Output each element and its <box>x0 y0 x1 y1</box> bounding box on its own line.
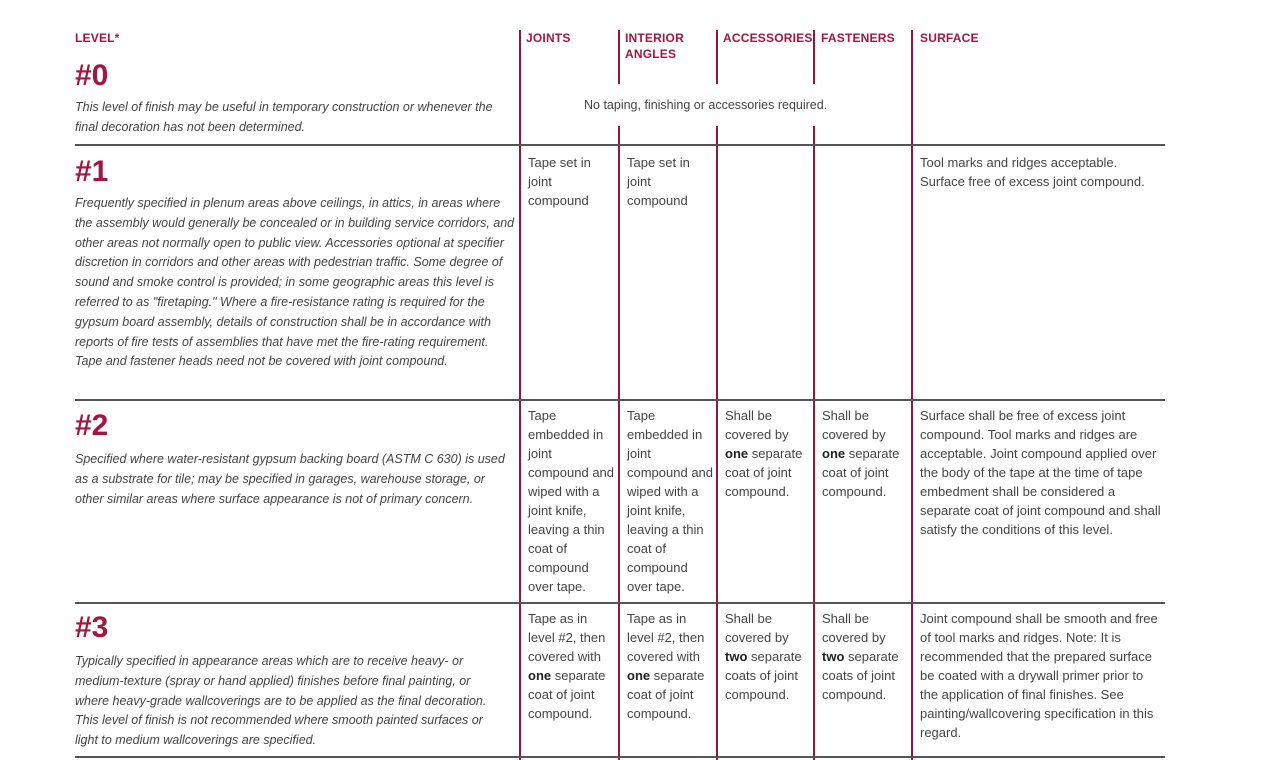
column-divider-accessories <box>716 30 718 760</box>
level-number: #1 <box>75 155 109 188</box>
interior-angles-cell <box>627 609 711 723</box>
interior-coat-count: one <box>627 668 651 683</box>
surface-cell: Surface shall be free of excess joint compound. Tool marks and ridges are acceptable. Joint compound applied over the body of the tape at the time of tape embedment shall be considered a separate coat of joint compound and shall satisfy the conditions of this level. <box>920 408 1161 537</box>
header-interior-angles-line2: ANGLES <box>625 47 677 61</box>
row-divider <box>75 144 1165 146</box>
accessories-coat-count: two <box>725 649 748 664</box>
accessories-cell <box>725 406 809 501</box>
header-fasteners: FASTENERS <box>821 31 895 45</box>
header-level: LEVEL* <box>75 31 120 45</box>
column-divider-joints <box>519 30 521 760</box>
accessories-text-pre: Shall be covered by <box>725 408 789 442</box>
joints-cell: Tape embedded in joint compound and wiped with a joint knife, leaving a thin coat of compound over tape. <box>528 408 615 594</box>
header-surface: SURFACE <box>920 31 979 45</box>
accessories-coat-count: one <box>725 446 749 461</box>
interior-text-pre: Tape as in level #2, then covered with <box>627 611 705 664</box>
joints-text-post: separate coat of joint compound. <box>528 668 606 721</box>
level-description: Frequently specified in plenum areas above ceilings, in attics, in areas where the assembly would generally be concealed or in building service corridors, and other areas not normally open to public view. Accessories optional at specifier discretion in corridors and other areas with pedestrian traffic. Some degree of sound and smoke control is provided; in some geographic areas this level is referred to as "firetaping." Where a fire-resistance rating is required for the gypsum board assembly, details of construction shall be in accordance with reports of fire tests of assemblies that have met the fire-rating requirement. Tape and fastener heads need not be covered with joint compound. <box>75 196 515 369</box>
column-divider-fasteners <box>813 30 815 760</box>
header-joints: JOINTS <box>526 31 571 45</box>
fasteners-coat-count: two <box>822 649 845 664</box>
level-description: Specified where water-resistant gypsum backing board (ASTM C 630) is used as a substrate for tile; may be specified in garages, warehouse storage, or other similar areas where surface appearance is not of primary concern. <box>75 452 505 506</box>
level-description: Typically specified in appearance areas which are to receive heavy- or medium-texture (spray or hand applied) finishes before final painting, or where heavy-grade wallcoverings are to be applied as the final decoration. This level of finish is not recommended where smooth painted surfaces or light to medium wallcoverings are specified. <box>75 654 487 748</box>
joints-text-pre: Tape as in level #2, then covered with <box>528 611 606 664</box>
fasteners-cell <box>822 406 906 501</box>
accessories-text-pre: Shall be covered by <box>725 611 789 645</box>
interior-text-post: separate coat of joint compound. <box>627 668 705 721</box>
accessories-text-post: separate coat of joint compound. <box>725 446 803 499</box>
interior-angles-cell: Tape embedded in joint compound and wiped with a joint knife, leaving a thin coat of compound over tape. <box>627 408 714 594</box>
fasteners-text-post: separate coats of joint compound. <box>822 649 899 702</box>
fasteners-text-pre: Shall be covered by <box>822 408 886 442</box>
fasteners-text-post: separate coat of joint compound. <box>822 446 900 499</box>
level-number: #0 <box>75 59 109 92</box>
accessories-text-post: separate coats of joint compound. <box>725 649 802 702</box>
accessories-cell <box>725 609 809 704</box>
level-number: #3 <box>75 611 109 644</box>
level-number: #2 <box>75 409 109 442</box>
fasteners-text-pre: Shall be covered by <box>822 611 886 645</box>
row-divider <box>75 756 1165 758</box>
fasteners-cell <box>822 609 906 704</box>
level-description: This level of finish may be useful in temporary construction or whenever the final decoration has not been determined. <box>75 100 493 134</box>
interior-angles-cell: Tape set in joint compound <box>627 155 690 208</box>
fasteners-coat-count: one <box>822 446 846 461</box>
joints-cell <box>528 609 612 723</box>
column-divider-surface <box>911 30 913 760</box>
row-divider <box>75 399 1165 401</box>
joints-cell: Tape set in joint compound <box>528 155 591 208</box>
header-interior-angles-line1: INTERIOR <box>625 31 684 45</box>
column-divider-interior <box>618 30 620 760</box>
header-accessories: ACCESSORIES <box>723 31 813 45</box>
surface-cell: Tool marks and ridges acceptable. Surface free of excess joint compound. <box>920 155 1145 189</box>
row-divider <box>75 602 1165 604</box>
header-interior-angles <box>625 30 684 62</box>
surface-cell: Joint compound shall be smooth and free of tool marks and ridges. Note: It is recommended that the prepared surface be coated with a drywall primer prior to the application of final finishes. See painting/wallcovering specification in this regard. <box>920 611 1158 740</box>
no-taping-note: No taping, finishing or accessories required. <box>584 98 828 112</box>
joints-coat-count: one <box>528 668 552 683</box>
